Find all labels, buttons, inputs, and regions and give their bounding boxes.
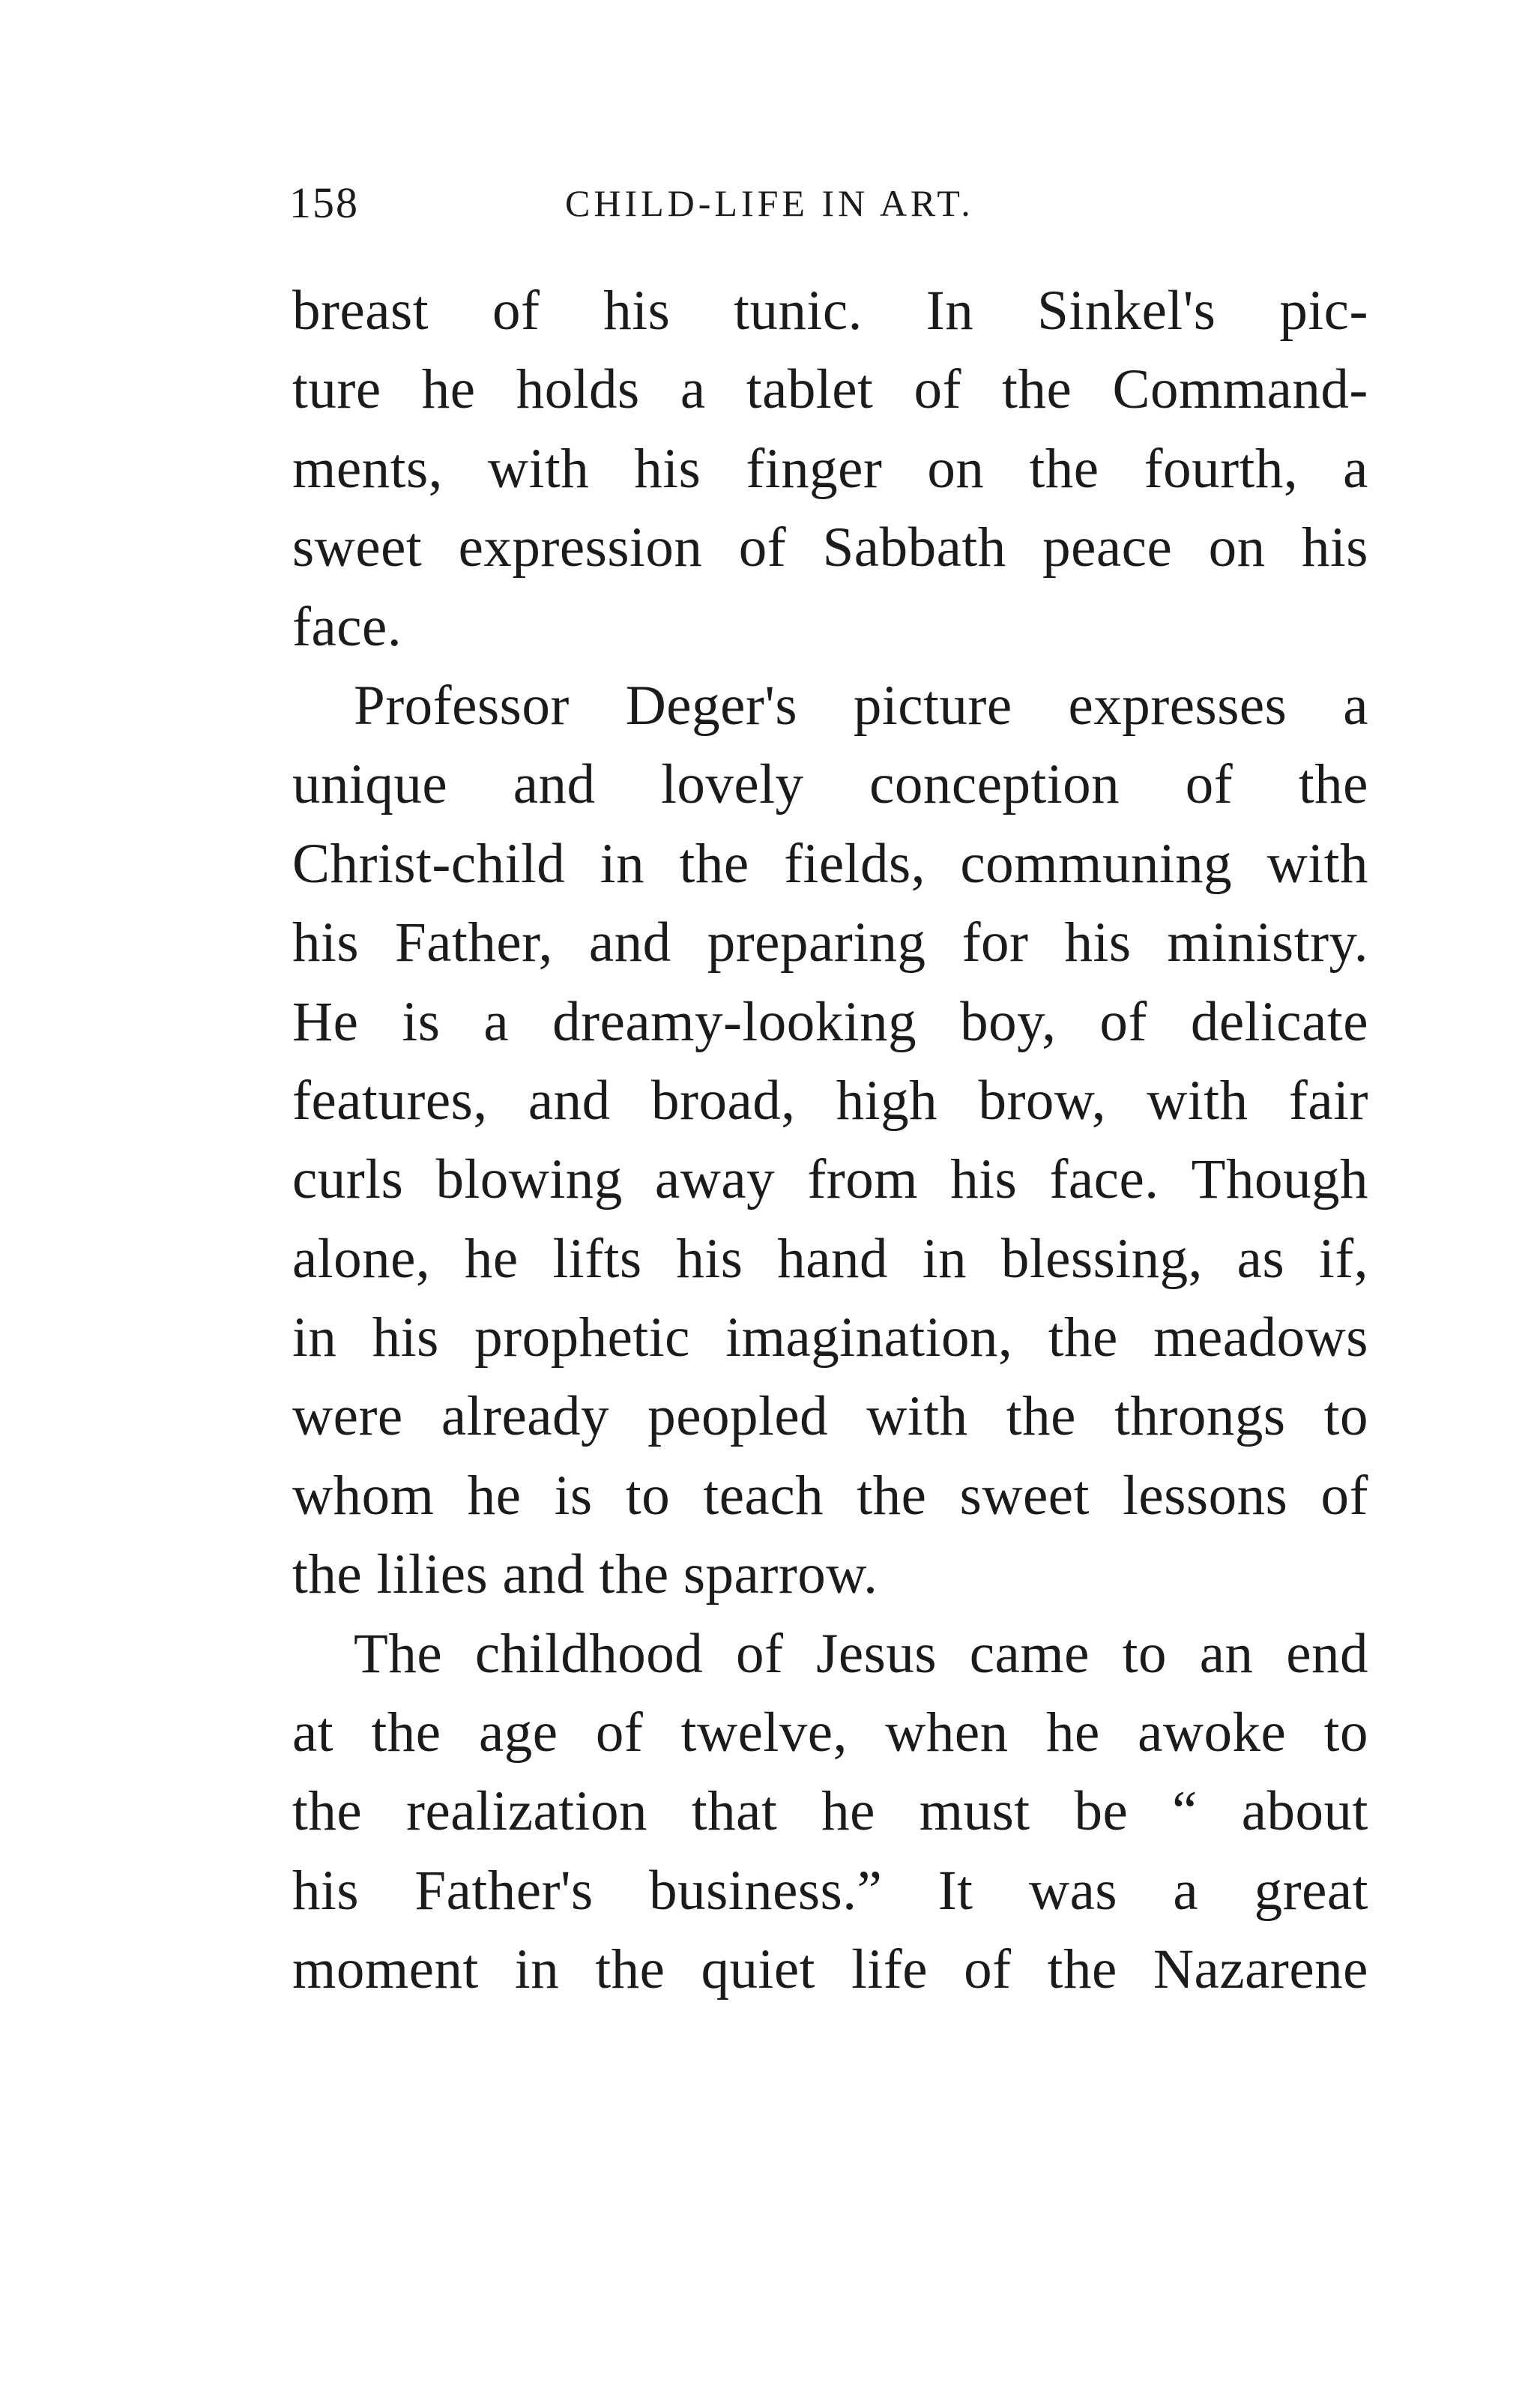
word: moment (292, 1938, 479, 2001)
word: pic- (1279, 280, 1368, 342)
word: in (292, 1306, 337, 1369)
page-number: 158 (289, 178, 359, 227)
word: age (478, 1701, 558, 1764)
text-line (292, 1930, 1368, 2009)
text-line (292, 824, 1368, 903)
word: with (487, 437, 590, 500)
word: lessons (1123, 1464, 1288, 1527)
word: of (738, 516, 787, 579)
word: ments, (292, 437, 443, 500)
word: picture (853, 674, 1012, 737)
word: he (464, 1227, 519, 1290)
word: whom (292, 1464, 435, 1527)
word: were (292, 1385, 403, 1448)
word: throngs (1114, 1385, 1286, 1448)
word: to (625, 1464, 671, 1527)
word: with (1147, 1069, 1248, 1132)
word: when (885, 1701, 1009, 1764)
word: about (1241, 1780, 1368, 1843)
word: teach (703, 1464, 824, 1527)
word: was (1028, 1859, 1118, 1922)
word: at (292, 1701, 334, 1764)
word: of (1185, 753, 1233, 816)
word: in (514, 1938, 560, 2001)
word: conception (869, 753, 1120, 816)
word: his (950, 1148, 1018, 1211)
word: Deger's (625, 674, 798, 737)
body-text (292, 271, 1368, 2009)
word: meadows (1153, 1306, 1368, 1369)
word: Father, (395, 911, 553, 974)
word: the (595, 1938, 665, 2001)
word: Christ-child (292, 832, 566, 895)
word: on (927, 437, 985, 500)
text-line (292, 1693, 1368, 1772)
text-line (292, 350, 1368, 429)
word: sweet (959, 1464, 1090, 1527)
word: the (1047, 1938, 1117, 2001)
word: in (600, 832, 645, 895)
word: to (1323, 1385, 1368, 1448)
word: in (922, 1227, 967, 1290)
word: the (1298, 753, 1368, 816)
text-line (292, 745, 1368, 824)
word: ture (292, 358, 381, 421)
word: peopled (647, 1385, 829, 1448)
word: be (1074, 1780, 1129, 1843)
word: He (292, 990, 359, 1053)
word: realization (405, 1780, 647, 1843)
word: childhood (474, 1622, 704, 1685)
word: on (1208, 516, 1266, 579)
word: broad, (650, 1069, 796, 1132)
word: lovely (661, 753, 804, 816)
word: the (1048, 1306, 1118, 1369)
word: the (1002, 358, 1072, 421)
word: of (595, 1701, 644, 1764)
text-line: face. (292, 595, 402, 658)
word: already (441, 1385, 610, 1448)
word: Command- (1112, 358, 1368, 421)
word: fair (1288, 1069, 1368, 1132)
word: his (603, 280, 671, 342)
word: hand (777, 1227, 888, 1290)
word: Jesus (816, 1622, 937, 1685)
word: the (857, 1464, 927, 1527)
word: to (1323, 1701, 1368, 1764)
word: a (1343, 674, 1368, 737)
word: features, (292, 1069, 488, 1132)
word: dreamy-looking (552, 990, 917, 1053)
word: Professor (354, 674, 570, 737)
word: of (1320, 1464, 1368, 1527)
word: awoke (1138, 1701, 1287, 1764)
word: an (1199, 1622, 1254, 1685)
word: his (676, 1227, 743, 1290)
word: his (1301, 516, 1368, 579)
word: as (1236, 1227, 1285, 1290)
word: lifts (552, 1227, 642, 1290)
running-title: CHILD-LIFE IN ART. (565, 182, 974, 224)
word: a (1173, 1859, 1199, 1922)
word: his (1064, 911, 1132, 974)
word: away (654, 1148, 776, 1211)
word: curls (292, 1148, 404, 1211)
text-line (292, 1061, 1368, 1140)
word: with (866, 1385, 968, 1448)
word: of (964, 1938, 1012, 2001)
text-line (292, 1298, 1368, 1377)
word: and (588, 911, 671, 974)
word: It (937, 1859, 973, 1922)
word: Father's (414, 1859, 594, 1922)
word: prophetic (474, 1306, 690, 1369)
word: Though (1191, 1148, 1368, 1211)
word: fourth, (1144, 437, 1299, 500)
word: alone, (292, 1227, 431, 1290)
word: and (528, 1069, 611, 1132)
text-line: the lilies and the sparrow. (292, 1543, 878, 1606)
word: preparing (707, 911, 926, 974)
word: finger (746, 437, 883, 500)
word: his (634, 437, 701, 500)
word: In (925, 280, 974, 342)
word: of (1099, 990, 1147, 1053)
word: with (1266, 832, 1368, 895)
text-line (292, 1377, 1368, 1456)
word: to (1122, 1622, 1167, 1685)
word: brow, (978, 1069, 1106, 1132)
word: he (421, 358, 476, 421)
word: his (292, 911, 360, 974)
word: a (680, 358, 706, 421)
word: boy, (960, 990, 1057, 1053)
word: Sinkel's (1037, 280, 1216, 342)
word: imagination, (725, 1306, 1013, 1369)
text-line (292, 903, 1368, 982)
text-line (292, 983, 1368, 1061)
word: great (1254, 1859, 1368, 1922)
text-line (292, 666, 1368, 745)
word: unique (292, 753, 448, 816)
text-line (292, 1851, 1368, 1930)
word: blessing, (1000, 1227, 1203, 1290)
word: delicate (1190, 990, 1368, 1053)
text-line (292, 508, 1368, 587)
word: the (1029, 437, 1099, 500)
word: he (467, 1464, 522, 1527)
word: breast (292, 280, 429, 342)
word: peace (1042, 516, 1173, 579)
word: came (969, 1622, 1090, 1685)
word: must (919, 1780, 1030, 1843)
word: the (1006, 1385, 1076, 1448)
word: expresses (1068, 674, 1287, 737)
word: quiet (701, 1938, 815, 2001)
text-line (292, 429, 1368, 508)
word: he (1045, 1701, 1100, 1764)
word: he (821, 1780, 875, 1843)
word: from (807, 1148, 919, 1211)
word: of (735, 1622, 784, 1685)
word: if, (1318, 1227, 1368, 1290)
word: fields, (784, 832, 925, 895)
word: of (492, 280, 540, 342)
word: and (513, 753, 596, 816)
word: Nazarene (1153, 1938, 1368, 2001)
word: his (372, 1306, 439, 1369)
word: tablet (746, 358, 874, 421)
word: twelve, (680, 1701, 848, 1764)
word: ministry. (1167, 911, 1368, 974)
word: Sabbath (822, 516, 1006, 579)
text-line (292, 271, 1368, 350)
word: tunic. (734, 280, 863, 342)
word: a (483, 990, 510, 1053)
word: is (554, 1464, 593, 1527)
word: blowing (435, 1148, 623, 1211)
word: for (961, 911, 1029, 974)
word: the (371, 1701, 441, 1764)
word: expression (458, 516, 703, 579)
running-head (289, 169, 1368, 237)
word: The (354, 1622, 443, 1685)
word: high (836, 1069, 938, 1132)
word: business.” (649, 1859, 883, 1922)
word: the (679, 832, 749, 895)
word: that (691, 1780, 778, 1843)
word: his (292, 1859, 360, 1922)
word: is (402, 990, 441, 1053)
word: sweet (292, 516, 423, 579)
word: holds (516, 358, 640, 421)
text-line (292, 1456, 1368, 1535)
word: “ (1172, 1780, 1198, 1843)
word: communing (960, 832, 1233, 895)
word: end (1286, 1622, 1368, 1685)
word: life (851, 1938, 928, 2001)
word: a (1343, 437, 1368, 500)
word: of (914, 358, 962, 421)
text-line (292, 1219, 1368, 1298)
text-line (292, 1614, 1368, 1693)
text-line (292, 1140, 1368, 1219)
word: face. (1049, 1148, 1159, 1211)
text-line (292, 1772, 1368, 1851)
word: the (292, 1780, 363, 1843)
